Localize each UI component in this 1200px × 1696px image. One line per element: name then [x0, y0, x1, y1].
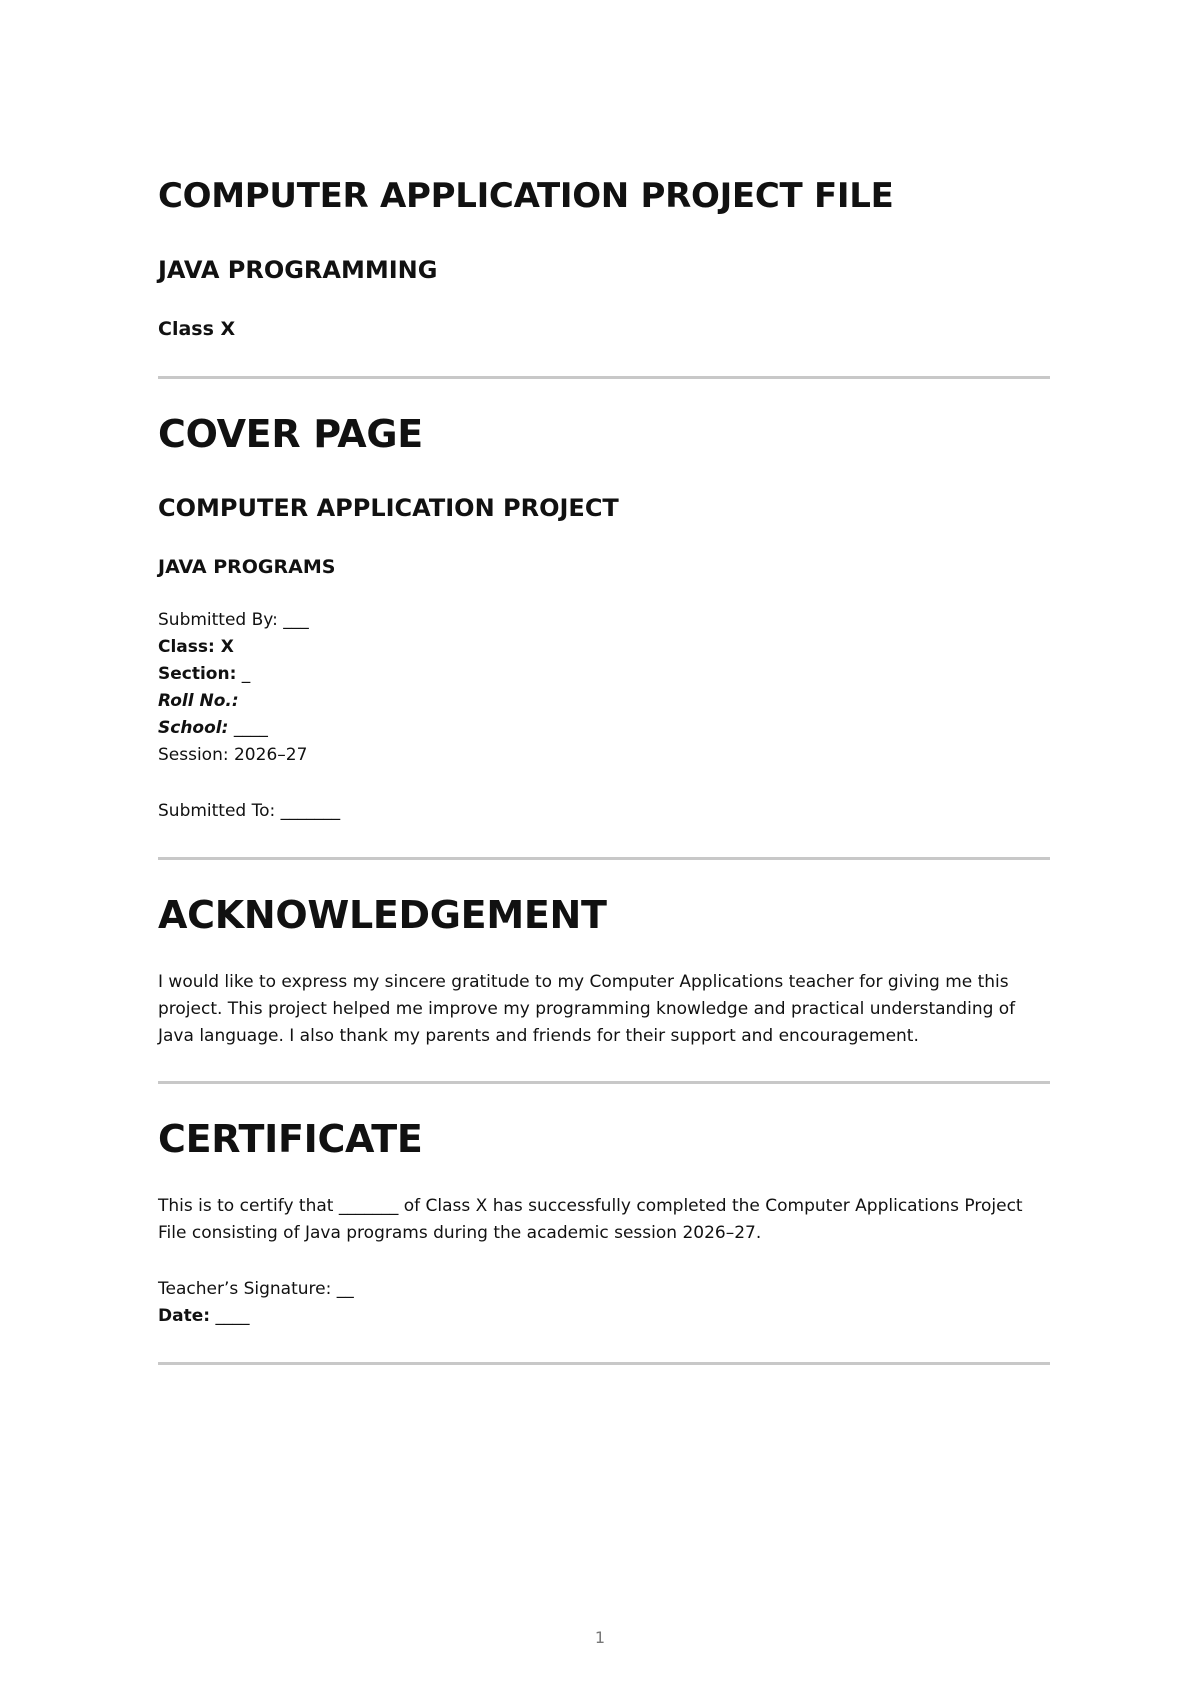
document-page — [158, 0, 1050, 1696]
page-number: 1 — [594, 1628, 606, 1647]
cover-page-heading: COVER PAGE — [158, 412, 423, 456]
section-divider — [158, 1362, 1050, 1365]
date-label: Date: — [158, 1306, 211, 1326]
section-divider — [158, 857, 1050, 860]
certificate-text: This is to certify that _______ of Class X has successfully completed the Computer Applications Project File consisting of Java programs during the academic session 2026–27. — [158, 1196, 1023, 1243]
document-title: COMPUTER APPLICATION PROJECT FILE — [158, 176, 894, 216]
school-field-value: ____ — [228, 718, 268, 738]
roll-number-line — [158, 688, 239, 715]
section-field-label: Section: — [158, 664, 237, 684]
school-field-label: School: — [158, 718, 229, 738]
document-subtitle: JAVA PROGRAMMING — [158, 256, 438, 284]
section-divider — [158, 376, 1050, 379]
session-line: Session: 2026–27 — [158, 745, 308, 765]
section-divider — [158, 1081, 1050, 1084]
certificate-heading: CERTIFICATE — [158, 1117, 423, 1161]
roll-number-label: Roll No.: — [158, 691, 239, 711]
class-label: Class X — [158, 318, 236, 340]
class-line — [158, 634, 234, 661]
submitted-to-line: Submitted To: _______ — [158, 801, 341, 821]
date-line — [158, 1303, 249, 1330]
cover-project-subtitle: JAVA PROGRAMS — [158, 556, 336, 578]
section-field-value: _ — [236, 664, 251, 684]
section-line — [158, 661, 250, 688]
teacher-signature-line: Teacher’s Signature: __ — [158, 1279, 354, 1299]
school-line — [158, 715, 268, 742]
class-field-value: X — [214, 637, 234, 657]
class-field-label: Class: — [158, 637, 215, 657]
cover-project-title: COMPUTER APPLICATION PROJECT — [158, 494, 619, 522]
acknowledgement-text: I would like to express my sincere gratitude to my Computer Applications teacher for giving me this project. This project helped me improve my programming knowledge and practical understanding of Java language. I also thank my parents and friends for their support and encouragement. — [158, 972, 1016, 1046]
submitted-by-line: Submitted By: ___ — [158, 610, 309, 630]
date-value: ____ — [210, 1306, 250, 1326]
acknowledgement-heading: ACKNOWLEDGEMENT — [158, 893, 607, 937]
